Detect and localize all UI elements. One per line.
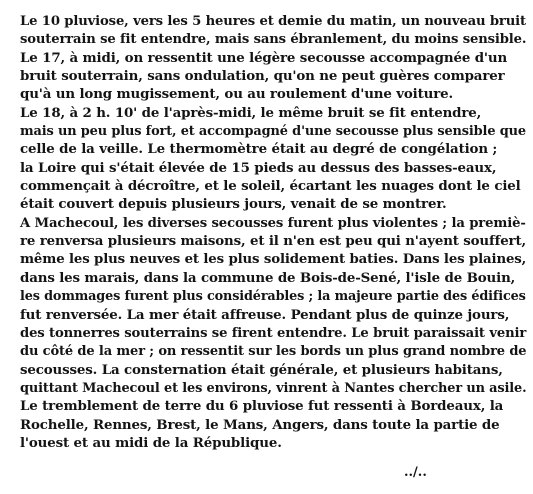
text-line: bruit souterrain, sans ondulation, qu'on ne peut guères comparer (20, 68, 505, 85)
text-line: quittant Machecoul et les environs, vinrent à Nantes chercher un asile. (20, 379, 527, 396)
text-line: A Machecoul, les diverses secousses furent plus violentes ; la premiè- (20, 214, 526, 231)
text-line: secousses. La consternation était générale, et plusieurs habitans, (20, 361, 503, 378)
text-line: Le 18, à 2 h. 10' de l'après-midi, le même bruit se fit entendre, (20, 104, 482, 121)
text-line: re renversa plusieurs maisons, et il n'en est peu qui n'ayent souffert, (20, 233, 526, 250)
text-line: Le 10 pluviose, vers les 5 heures et demie du matin, un nouveau bruit (20, 13, 526, 29)
text-line: Le tremblement de terre du 6 pluviose fut ressenti à Bordeaux, la (20, 398, 504, 415)
text-line: l'ouest et au midi de la République. (20, 434, 282, 451)
text-line: du côté de la mer ; on ressentit sur les bords un plus grand nombre de (20, 343, 527, 360)
text-line: qu'à un long mugissement, ou au roulement d'une voiture. (20, 86, 454, 103)
text-line: était couvert depuis plusieurs jours, venait de se montrer. (20, 196, 447, 213)
text-line: fut renversée. La mer était affreuse. Pendant plus de quinze jours, (20, 306, 510, 323)
continuation-marker: ../.. (404, 465, 427, 480)
text-line: des tonnerres souterrains se firent entendre. Le bruit paraissait venir (20, 324, 527, 341)
text-line: dans les marais, dans la commune de Bois-de-Sené, l'isle de Bouin, (20, 269, 516, 286)
text-line: Rochelle, Rennes, Brest, le Mans, Angers, dans toute la partie de (20, 416, 500, 433)
text-line: la Loire qui s'était élevée de 15 pieds au dessus des basses-eaux, (20, 159, 497, 176)
text-line: même les plus neuves et les plus solidement baties. Dans les plaines, (20, 251, 527, 268)
text-line: mais un peu plus fort, et accompagné d'une secousse plus sensible que (20, 123, 526, 140)
text-line: les dommages furent plus considérables ; la majeure partie des édifices (20, 288, 526, 305)
text-line: souterrain se fit entendre, mais sans ébranlement, du moins sensible. (20, 31, 527, 48)
text-line: celle de la veille. Le thermomètre était au degré de congélation ; (20, 141, 498, 158)
text-line: commençait à décroître, et le soleil, écartant les nuages dont le ciel (20, 178, 521, 195)
text-line: Le 17, à midi, on ressentit une légère secousse accompagnée d'un (20, 49, 508, 66)
body-text (20, 12, 530, 452)
